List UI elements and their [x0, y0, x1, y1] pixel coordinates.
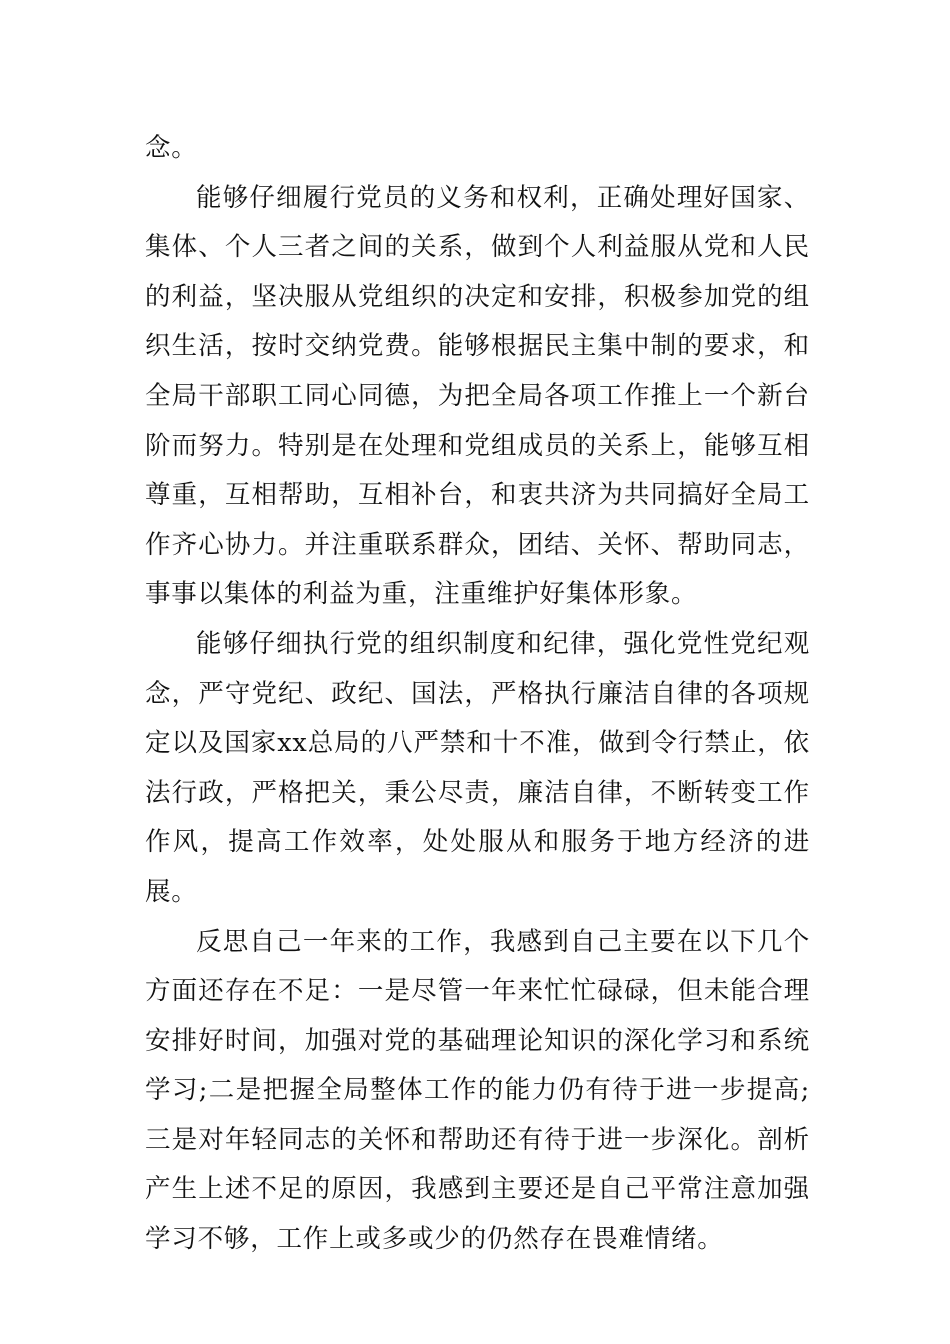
paragraph-self-reflection: 反思自己一年来的工作，我感到自己主要在以下几个方面还存在不足：一是尽管一年来忙忙碌碌，但未能合理安排好时间，加强对党的基础理论知识的深化学习和系统学习;二是把握全局整体工作的能力仍有待于进一步提高;三是对年轻同志的关怀和帮助还有待于进一步深化。剖析产生上述不足的原因，我感到主要还是自己平常注意加强学习不够，工作上或多或少的仍然存在畏难情绪。 — [145, 926, 810, 1255]
paragraph-party-duties: 能够仔细履行党员的义务和权利，正确处理好国家、集体、个人三者之间的关系，做到个人利益服从党和人民的利益，坚决服从党组织的决定和安排，积极参加党的组织生活，按时交纳党费。能够根据民主集中制的要求，和全局干部职工同心同德，为把全局各项工作推上一个新台阶而努力。特别是在处理和党组成员的关系上，能够互相尊重，互相帮助，互相补台，和衷共济为共同搞好全局工作齐心协力。并注重联系群众，团结、关怀、帮助同志，事事以集体的利益为重，注重维护好集体形象。 — [145, 182, 810, 610]
paragraph-continuation: 念。 — [145, 133, 198, 163]
document-body — [145, 124, 810, 1265]
paragraph-discipline: 能够仔细执行党的组织制度和纪律，强化党性党纪观念，严守党纪、政纪、国法，严格执行廉洁自律的各项规定以及国家xx总局的八严禁和十不准，做到令行禁止，依法行政，严格把关，秉公尽责，廉洁自律，不断转变工作作风，提高工作效率，处处服从和服务于地方经济的进展。 — [145, 628, 810, 907]
